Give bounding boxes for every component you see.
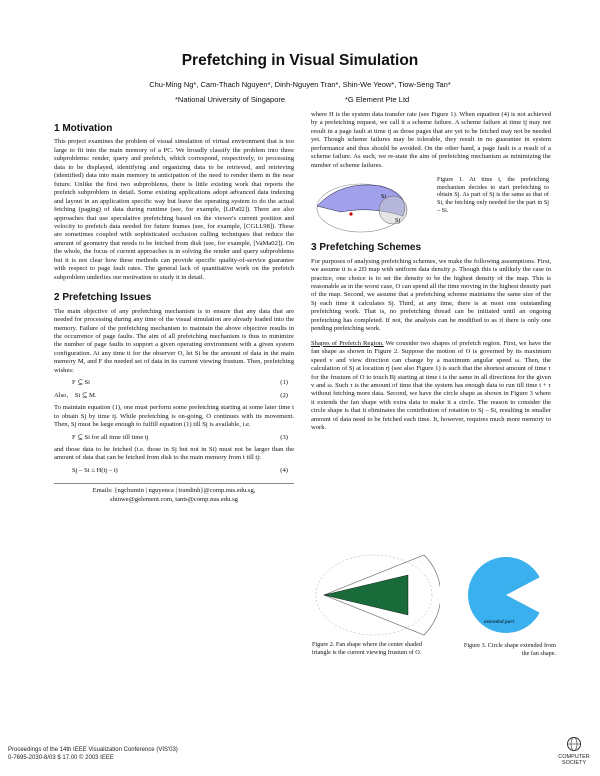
figure-2-caption: Figure 2. Fan shape where the center shaded triangle is the current viewing frustum of O. [312, 641, 422, 656]
paper-title: Prefetching in Visual Simulation [181, 52, 419, 69]
equation-1: F ⊆ Si (1) [72, 379, 288, 387]
footer-line-2: 0-7695-2030-8/03 $ 17.00 © 2003 IEEE [8, 755, 114, 761]
equation-2: Also, Si ⊆ M. (2) [54, 391, 288, 399]
right-column [311, 111, 551, 433]
left-column [54, 125, 294, 504]
affiliation-nus: *National University of Singapore [175, 95, 286, 104]
email-line-1: Emails: {ngchumin | nguyenca | trandinh}@comp.nus.edu.sg, [92, 487, 256, 495]
figure-1-caption: Figure 1. At time t, the prefetching mechanism decides to start prefetching to obtain Sj. As part of Sj is the same as that of Si, the fetching only needed for the part in Sj – Si. [437, 176, 549, 214]
section-2-p2: To maintain equation (1), one must perform some prefetching starting at some later time t to obtain Sj by time tj. While prefetching is on-going, O continues with its movement. Then, Sj must be large enough to fulfill equation (1) till Sj is available, i.e. [54, 404, 294, 429]
equation-4: Sj – Si ≤ H(tj – t) (4) [72, 466, 288, 474]
section-2-heading: 2 Prefetching Issues [54, 292, 152, 304]
fig2-view-frustum [324, 575, 408, 615]
equation-3: F ⊆ Si for all time till time tj (3) [72, 433, 288, 441]
figure-1 [311, 176, 551, 238]
fig1-observer-point [349, 213, 352, 216]
section-3-p2: Shapes of Prefetch Region. We consider two shapes of prefetch region. First, we have the fan shape as shown in Figure 2. Suppose the motion of O is governed by its maximum speed v and view direction can change by a maximum angular speed ω. Then, the calculation of Sj at location rj (see also Figure 1) is such that the shortest amount of time τ for the frustum of O to touch Bj starting at time t is the same in all directions for the given v and ω. Such τ is the amount of time that the system has enough data to run till time t + τ without fetching more data. Second, we have the circle shape as shown in Figure 3 where it extends the fan shape with extra data to make it a circle. The reason to consider the circle shape is that it eliminates the contribution of rotation to Sj – Si, resulting in smaller amount of data need to be fetched each time. It, however, requires much more memory to work. [311, 339, 552, 432]
figure-3-diagram [460, 551, 552, 639]
ieee-logo-icon [564, 736, 584, 752]
fig1-region-sj [379, 196, 407, 224]
fig3-label: extended part [484, 619, 515, 625]
section-1-body: This project examines the problem of visual simulation of virtual environment that is too large to fit into the main memory of a PC. We broadly classify the problem into three subproblems: render, query and prefetch, which correspond, respectively, to processing data to be displayed, identifying and organizing data to be retrieved, and retrieving (identified) data into main memory in anticipation of the need to render them in the near future. Unlike the first two subproblems, there is little existing work that reports the prefetch subproblem in detail. Some existing applications adopt advanced data indexing and layout in an application specific way but leave the operating system to do the actual fetching (paging) of data during runtime (see, for example, [LiPa02]). There are also approaches that use speculative prefetching based on the viewer's current position and velocity to prefetch data needed for future frames (see, for example, [CGLL98]). These are sometimes coupled with sophisticated occlusion culling techniques that reduce the amount of geometry that needs to be fetched from disk (see, for example, [VaMa02]). On the whole, the focus of current approaches is in solving the render and query subproblems but it is not clear how these methods can provide specific quality-of-service guarantee with respect to page fault rates. The general lack of quantitative work on the prefetch subproblem underlies our motivation to study it in detail. [54, 138, 294, 281]
footer-line-1: Proceedings of the 14th IEEE Visualization Conference (VIS'03) [8, 747, 178, 753]
section-1-heading: 1 Motivation [54, 123, 113, 134]
figure-1-diagram [311, 176, 431, 238]
fig1-label-si: Si [381, 194, 387, 201]
shapes-subheading: Shapes of Prefetch Region. [311, 339, 384, 347]
affiliation-gelement: *G Element Pte Ltd [345, 95, 410, 104]
fig1-label-sj: Sj [395, 218, 401, 225]
section-3-heading: 3 Prefetching Schemes [311, 242, 422, 254]
figure-2-diagram [312, 551, 440, 639]
section-3-p1: For purposes of analysing prefetching schemes, we make the following assumptions. First, we assume it is a 2D map with uniform data density ρ. Though this is unlikely the case in practice, one choice is to set the density to be the highest density of the map. This is reasonable as in the worst case, O can spend all the time moving in the highest density part of the map. Second, we assume that a prefetching scheme maintains the same size of the Sj each time it calculates Sj. Third, at any time, there is at most one outstanding prefetching work. That is, no prefetching thread can be initiated until an ongoing prefetching has completed. If not, the analysis can be modified to as if there is only one pending prefetching work. [311, 257, 551, 333]
email-line-2: shinwe@gelement.com, tants@comp.nus.edu.sg [110, 495, 238, 503]
computer-society-logo [552, 736, 596, 766]
figure-3-caption: Figure 3. Circle shape extended from the fan shape. [463, 642, 556, 657]
author-list: Chu-Ming Ng*, Cam-Thach Nguyen*, Dinh-Nguyen Tran*, Shin-We Yeow*, Tiow-Seng Tan* [149, 80, 451, 89]
section-2-p1: The main objective of any prefetching mechanism is to ensure that any data that are needed for processing during any time of the visual simulation are already loaded into the memory. Failure of the prefetching mechanism to maintain the above objective results in the occurrence of page faults. The aim of all prefetching mechanism is thus to minimize the number of page faults to support a given operating environment with a given system configuration. At any time ti for the observer O, let Si be the amount of data in the main memory M, and F the needed set of data in its current viewing frustum. Then, prefetching wishes: [54, 307, 294, 374]
section-2-p3: and those data to be fetched (i.e. those in Sj but not in Si) must not be larger than the amount of data that can be fetched from disk to the main memory from t till tj: [54, 445, 294, 462]
logo-text: COMPUTER SOCIETY [558, 754, 590, 766]
email-footnote [54, 483, 294, 504]
right-top-paragraph: where H is the system data transfer rate (see Figure 1). When equation (4) is not achieved by a prefetching request, we call it a scheme failure. A scheme failure at time tj may not result in a page fault at time tj as those pages that are yet to be fetched may not be needed yet. Though scheme failures may be tolerable, they result in no guarantee in system performance and thus should be avoided. On the other hand, a page fault is a result of a scheme failure. As such, we re-state the aim of prefetching mechanism as minimizing the number of scheme failures. [311, 111, 551, 169]
proceedings-footer [8, 746, 178, 762]
